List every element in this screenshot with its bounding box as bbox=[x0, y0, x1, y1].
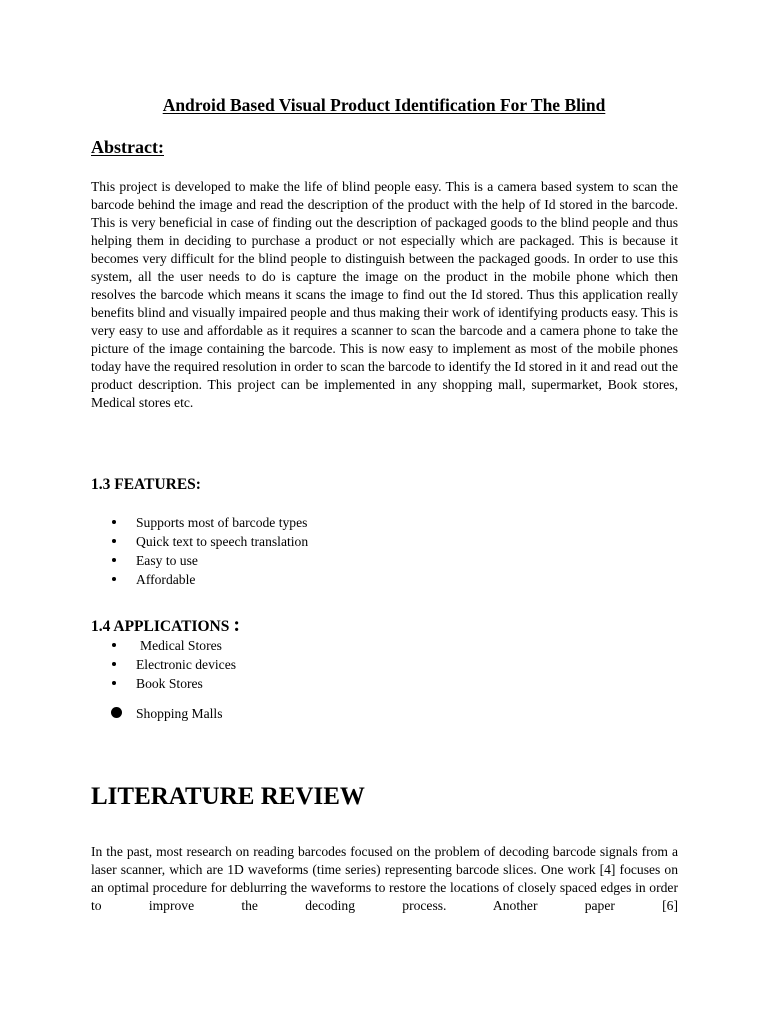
list-item bbox=[110, 570, 308, 589]
literature-review-paragraph: In the past, most research on reading barcodes focused on the problem of decoding barcode signals from a laser scanner, which are 1D waveforms (time series) representing barcode slices. One work [4] focuses on an optimal procedure for deblurring the waveforms to restore the locations of closely spaced edges in order to improve the decoding process. Another paper [6] bbox=[91, 844, 678, 913]
applications-heading-colon: : bbox=[233, 614, 241, 636]
bullet-icon bbox=[112, 681, 116, 685]
abstract-heading: Abstract: bbox=[91, 137, 164, 157]
bullet-icon bbox=[112, 558, 116, 562]
bullet-icon bbox=[112, 520, 116, 524]
applications-heading bbox=[91, 614, 240, 637]
abstract-paragraph: This project is developed to make the life of blind people easy. This is a camera based system to scan the barcode behind the image and read the description of the product with the help of Id stored in the barcode. This is very beneficial in case of finding out the description of packaged goods to the blind people and thus helping them in deciding to purchase a product or not especially which are packaged. This is because it becomes very difficult for the blind people to distinguish between the packaged goods. In order to use this system, all the user needs to do is capture the image on the product in the mobile phone which then resolves the barcode which means it scans the image to find out the Id stored. Thus this application really benefits blind and visually impaired people and thus making their work of identifying products easy. This is very easy to use and affordable as it requires a scanner to scan the barcode and a camera phone to take the picture of the image containing the barcode. This is now easy to implement as most of the mobile phones today have the required resolution in order to scan the barcode to identify the Id stored in it and read out the product description. This project can be implemented in any shopping mall, supermarket, Book stores, Medical stores etc. bbox=[91, 179, 678, 410]
list-item-text: Medical Stores bbox=[140, 638, 222, 653]
bullet-icon bbox=[112, 643, 116, 647]
list-item bbox=[110, 532, 308, 551]
list-item-text: Shopping Malls bbox=[136, 706, 223, 721]
list-item bbox=[110, 636, 236, 655]
applications-heading-text: 1.4 APPLICATIONS bbox=[91, 618, 230, 635]
bullet-icon bbox=[112, 577, 116, 581]
features-heading: 1.3 FEATURES: bbox=[91, 476, 201, 493]
bullet-icon bbox=[112, 539, 116, 543]
list-item-text: Easy to use bbox=[136, 553, 198, 568]
list-item bbox=[110, 513, 308, 532]
list-item-text: Affordable bbox=[136, 572, 196, 587]
list-item-text: Supports most of barcode types bbox=[136, 515, 308, 530]
literature-review-heading: LITERATURE REVIEW bbox=[91, 783, 365, 810]
bullet-icon bbox=[112, 662, 116, 666]
bullet-icon bbox=[111, 707, 122, 718]
applications-list bbox=[110, 636, 236, 693]
list-item bbox=[110, 655, 236, 674]
list-item-text: Book Stores bbox=[136, 676, 203, 691]
features-list bbox=[110, 513, 308, 589]
list-item-text: Electronic devices bbox=[136, 657, 237, 672]
list-item-text: Quick text to speech translation bbox=[136, 534, 309, 549]
list-item bbox=[110, 674, 236, 693]
document-title: Android Based Visual Product Identification For The Blind bbox=[162, 95, 606, 115]
list-item bbox=[110, 551, 308, 570]
